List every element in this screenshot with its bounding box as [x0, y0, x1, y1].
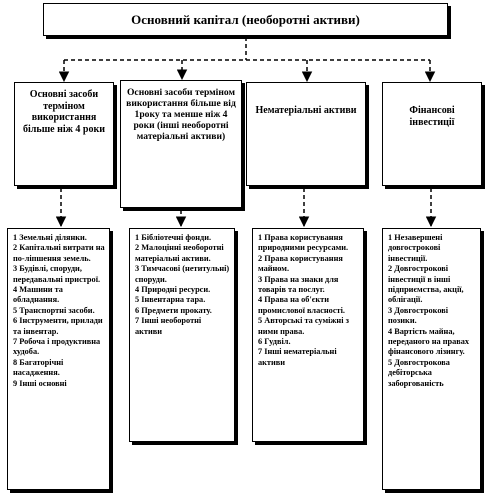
- list-item: 5 Транспортні засоби.: [13, 305, 95, 315]
- category-c4: Фінансові інвестиції: [382, 82, 482, 186]
- list-item: 4 Права на об'єкти промислової власності.: [258, 295, 345, 315]
- list-c3: [252, 228, 364, 442]
- list-item: 3 Тимчасові (нетитульні) споруди.: [135, 264, 230, 284]
- list-item: 5 Авторські та суміжні з ними права.: [258, 316, 349, 336]
- list-item: 8 Багаторічні насадження.: [13, 357, 64, 378]
- list-c4: [382, 228, 481, 490]
- diagram-title: Основний капітал (необоротні активи): [43, 3, 448, 36]
- list-item: 1 Земельні ділянки.: [13, 233, 87, 242]
- category-c2: Основні засоби терміном використання більше від 1року та менше ніж 4 роки (інші необоротні матеріальні активи): [120, 80, 242, 208]
- category-c1: Основні засоби терміном використання більше ніж 4 роки: [14, 82, 114, 186]
- list-item: 3 Права на знаки для товарів та послуг.: [258, 274, 339, 295]
- list-item: 2 Малоцінні необоротні матеріальні активи.: [135, 243, 224, 263]
- list-item: 2 Довгострокові інвестиції в інші підприємства, акції, облігації.: [388, 264, 464, 305]
- category-c3: Нематеріальні активи: [246, 82, 366, 186]
- list-item: 1 Незавершені довгострокові інвестиції.: [388, 233, 443, 263]
- list-item: 4 Природні ресурси.: [135, 285, 211, 295]
- list-c1: [7, 228, 110, 490]
- list-item: 2 Права користування майном.: [258, 253, 343, 274]
- list-item: 5 Інвентарна тара.: [135, 295, 206, 305]
- list-item: 3 Довгострокові позики.: [388, 305, 449, 326]
- list-c2: [129, 228, 235, 442]
- list-item: 7 Інші нематеріальні активи: [258, 347, 337, 367]
- list-item: 9 Інші основні: [13, 378, 67, 388]
- list-item: 6 Предмети прокату.: [135, 305, 212, 315]
- list-item: 4 Вартість майна, переданого на правах фінансового лізингу.: [388, 326, 470, 357]
- list-item: 6 Інструменти, прилади та інвентар.: [13, 316, 103, 336]
- list-item: 3 Будівлі, споруди, передавальні пристрої.: [13, 264, 101, 284]
- list-item: 1 Права користування природними ресурсами.: [258, 233, 349, 253]
- list-item: 1 Бібліотечні фонди.: [135, 233, 212, 242]
- list-item: 6 Гудвіл.: [258, 337, 291, 347]
- list-item: 7 Робоча і продуктивна худоба.: [13, 337, 101, 357]
- list-item: 4 Машини та обладнання.: [13, 285, 63, 305]
- list-item: 5 Довгострокова дебіторська заборгованість: [388, 357, 450, 388]
- list-item: 7 Інші необоротні активи: [135, 316, 202, 336]
- list-item: 2 Капітальні витрати на по-ліпшення земель.: [13, 243, 105, 263]
